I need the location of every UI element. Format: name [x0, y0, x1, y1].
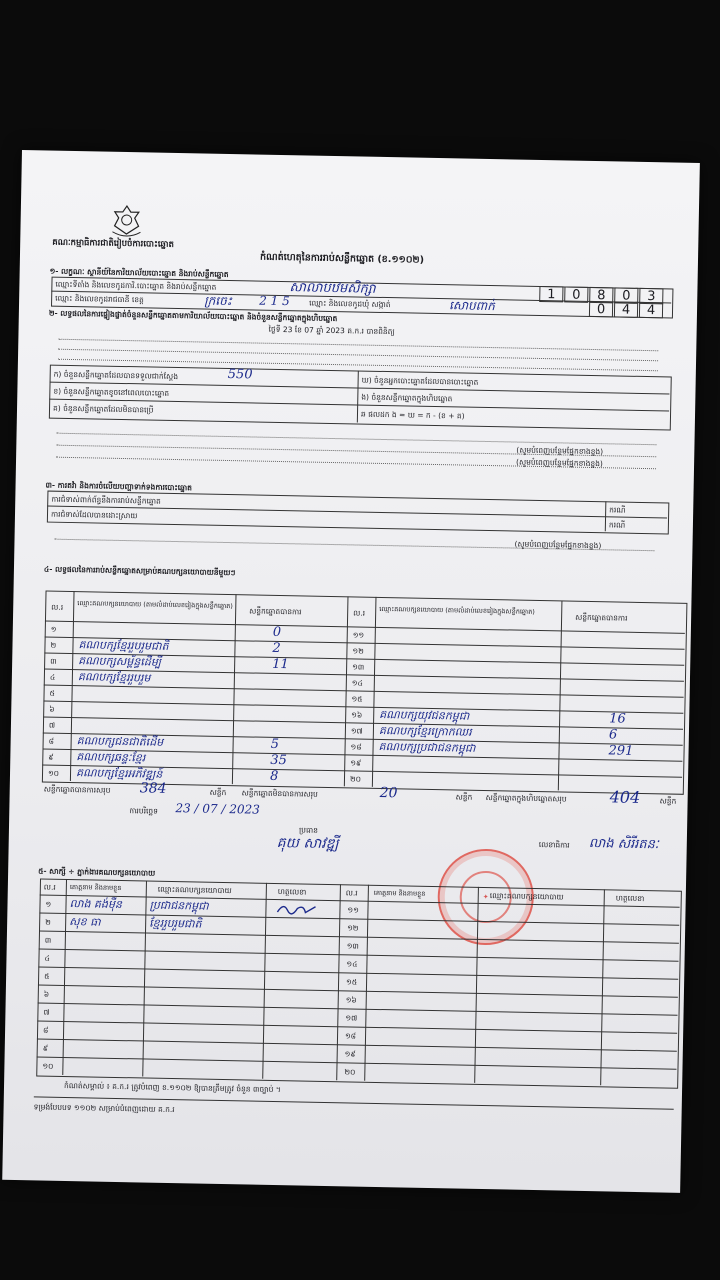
province-code: 2 1 5 — [259, 293, 290, 309]
commune-label: ឈ្មោះ និងលេខកូដឃុំ សង្កាត់ — [309, 298, 391, 310]
row-number: ១១ — [347, 905, 359, 915]
party-name: គណបក្សខ្មែរអភិវឌ្ឍន៍ — [75, 766, 163, 781]
row-number: ២ — [45, 917, 51, 927]
code-digit: 8 — [589, 287, 613, 303]
row-number: ៣ — [44, 935, 52, 945]
row-number: ២០ — [349, 774, 362, 784]
province-value: ក្រចេះ — [204, 293, 233, 309]
section5-heading: ៥- សាក្សី ÷ ភ្នាក់ងារគណបក្សនយោបាយ — [38, 866, 156, 878]
witness-name: លាង គង់ម៉ឺន — [69, 897, 123, 912]
province-label: ឈ្មោះ និងលេខកូដរាជធានី ខេត្ត — [55, 293, 144, 305]
row-number: ១៦ — [351, 710, 363, 720]
row-number: ១៣ — [346, 941, 359, 951]
party-votes: 11 — [272, 656, 289, 673]
total-invalid-label: សន្លឹកឆ្នោតមិនបានការសរុប — [241, 788, 318, 799]
unit: សន្លឹក — [455, 792, 473, 802]
date-label: ការបរិច្ឆេទ — [129, 806, 158, 816]
party-votes: 35 — [270, 752, 288, 769]
col-no: ល.រ — [43, 882, 56, 892]
col-party: ឈ្មោះគណបក្សនយោបាយ (តាមលំដាប់លេខរៀងក្នុងសន្លឹកឆ្នោត) — [77, 599, 233, 611]
row-number: ១៤ — [351, 678, 363, 688]
row-number: ៧ — [43, 1007, 50, 1017]
stamp-emblem-icon: ✦ — [459, 871, 512, 924]
row-number: ១៥ — [351, 694, 363, 704]
row-number: ៣ — [50, 656, 57, 666]
code-digit: 4 — [614, 301, 638, 317]
ballots-in-box-label: ង) ចំនួនសន្លឹកឆ្នោតក្នុងហិបឆ្នោត — [361, 392, 453, 404]
row-number: ១៦ — [345, 995, 357, 1005]
see-back-note: (សូមបំពេញបន្ថែមផ្នែកខាងខ្នង) — [516, 445, 604, 457]
voters-label: ឃ) ចំនួនអ្នកបោះឆ្នោតដែលបានបោះឆ្នោត — [361, 375, 479, 387]
row-number: ៥ — [44, 971, 50, 981]
total-invalid-value: 20 — [379, 784, 398, 802]
received-ballots-label: ក) ចំនួនសន្លឹកឆ្នោតដែលបានទទួលជាក់ស្តែង — [53, 369, 179, 382]
row-number: ១៧ — [345, 1013, 358, 1023]
row-number: ៥ — [49, 688, 55, 698]
see-back-note: (សូមបំពេញបន្ថែមផ្នែកខាងខ្នង) — [514, 539, 602, 551]
row-number: ៩ — [42, 1043, 49, 1053]
secretary-label: លេខាធិការ — [538, 840, 570, 850]
party-votes: 8 — [269, 768, 279, 785]
location-label: ឈ្មោះទីតាំង និងលេខកូដការិ.បោះឆ្នោត និងរាប់សន្លឹកឆ្នោត — [55, 279, 217, 292]
col-sign: ហត្ថលេខា — [277, 887, 307, 897]
code-digit: 3 — [639, 288, 663, 304]
row-number: ៧ — [48, 720, 56, 730]
form-reference: ទម្រង់បែបបទ ១១០២ សម្រាប់បំពេញដោយ គ.ក.រ — [33, 1102, 175, 1115]
row-number: ១០ — [47, 768, 60, 778]
witness-party: ខ្មែររួបរួមជាតិ — [149, 916, 202, 931]
party-votes: 291 — [608, 743, 634, 759]
row-number: ១២ — [347, 923, 359, 933]
party-name: គណបក្សខ្មែររួបរួមជាតិ — [78, 638, 169, 653]
see-back-note: (សូមបំពេញបន្ថែមផ្នែកខាងខ្នង) — [516, 457, 603, 469]
row-number: ១៨ — [350, 742, 362, 752]
unused-ballots-label: គ) ចំនួនសន្លឹកឆ្នោតដែលមិនបានប្រើ — [52, 403, 154, 415]
cases-label: ករណី — [609, 505, 626, 515]
chair-label: ប្រធាន — [298, 825, 318, 835]
footer-note: កំណត់សម្គាល់ ៖ គ.ក.រ ត្រូវបំពេញ ខ.១១០២ ឱ្យបានត្រឹមត្រូវ ចំនួន ៣ច្បាប់ ។ — [63, 1080, 281, 1095]
box-total-label: សន្លឹកឆ្នោតក្នុងហិបឆ្នោតសរុប — [485, 793, 567, 804]
secretary-signature: លាង សិរីរតនៈ — [588, 836, 659, 853]
section1-heading: ១- លក្ខណៈ ស្ថានីយ៍នៃការិយាល័យបោះឆ្នោត និងរាប់សន្លឹកឆ្នោត — [49, 266, 229, 279]
party-name: គណបក្សយុវជនកម្ពុជា — [379, 707, 470, 723]
col-name: គោត្តនាម និងនាមខ្លួន — [69, 883, 122, 893]
section3-heading: ៣- ការតវ៉ា និងការចំលើយបញ្ហាទាក់ទងការបោះឆ្នោត — [45, 480, 193, 493]
party-name: គណបក្សប្រជាជនកម្ពុជា — [378, 739, 476, 755]
code-digit: 1 — [539, 286, 563, 302]
party-name: គណបក្សជនជាតិដើម — [76, 734, 164, 749]
row-number: ១៩ — [344, 1049, 356, 1059]
party-votes: 2 — [272, 640, 281, 657]
col-no: ល.រ — [51, 602, 64, 612]
formula: ឆ ផលដក ង = ឃ = ក - (ខ + គ) — [360, 409, 465, 421]
col-no: ល.រ — [345, 888, 358, 898]
national-emblem-icon — [108, 204, 145, 239]
row-number: ១៥ — [346, 977, 358, 987]
box-total-value: 404 — [609, 787, 641, 807]
row-number: ២០ — [344, 1067, 356, 1077]
chair-signature: គុយ សាវឌ្ឍី — [276, 835, 339, 853]
row-number: ៤ — [44, 953, 50, 963]
code-digit: 4 — [639, 302, 663, 318]
received-ballots-value: 550 — [227, 366, 253, 383]
col-party: ឈ្មោះគណបក្សនយោបាយ — [157, 884, 232, 896]
col-party: ឈ្មោះគណបក្សនយោបាយ (តាមលំដាប់លេខរៀងក្នុងសន្លឹកឆ្នោត) — [379, 604, 535, 616]
party-name: គណបក្សខ្មែរក្រោកឈរ — [378, 723, 472, 739]
objection-label: ការជំទាស់ពាក់ព័ន្ធនឹងការរាប់សន្លឹកឆ្នោត — [51, 494, 161, 506]
section4-heading: ៤- លទ្ធផលនៃការរាប់សន្លឹកឆ្នោតសម្រាប់គណបក្សនយោបាយនីមួយៗ — [43, 564, 236, 578]
date-value: 23 / 07 / 2023 — [175, 801, 260, 817]
col-name: គោត្តនាម និងនាមខ្លួន — [373, 888, 426, 898]
form-title: កំណត់ហេតុនៃការរាប់សន្លឹកឆ្នោត (ខ.១១០២) — [259, 251, 425, 266]
row-number: ៦ — [43, 989, 50, 999]
row-number: ១៤ — [346, 959, 358, 969]
col-sign: ហត្ថលេខា — [615, 893, 645, 904]
witness-party: ប្រជាជនកម្ពុជា — [149, 898, 209, 913]
party-name: គណបក្សសម្ព័ន្ធដើម្បី — [78, 654, 162, 669]
commune-value: សោបពាក់ — [448, 298, 495, 314]
code-digit: 0 — [564, 286, 588, 302]
row-number: ៨ — [43, 1025, 49, 1035]
row-number: ១៧ — [350, 726, 363, 736]
party-votes: 5 — [270, 736, 280, 753]
unit: សន្លឹក — [659, 796, 677, 806]
col-votes: សន្លឹកឆ្នោតបានការ — [249, 606, 302, 617]
code-digit: 0 — [589, 301, 613, 317]
col-no: ល.រ — [353, 608, 366, 618]
col-party: ឈ្មោះគណបក្សនយោបាយ — [489, 891, 564, 902]
witness-signature-icon — [275, 900, 325, 917]
row-number: ១៣ — [352, 662, 365, 672]
code-digit: 0 — [614, 287, 638, 303]
row-number: ៨ — [48, 736, 55, 746]
row-number: ៤ — [49, 672, 56, 682]
count-date: ថ្ងៃទី 23 ខែ 07 ឆ្នាំ 2023 គ.ក.រ បានពិនិត្យ — [268, 324, 395, 337]
total-valid-label: សន្លឹកឆ្នោតបានការសរុប — [43, 784, 111, 795]
section2-heading: ២- លទ្ធផលនៃការផ្ទៀងផ្ទាត់ចំនួនសន្លឹកឆ្នោតតាមការិយាល័យបោះឆ្នោត និងចំនួនសន្លឹកឆ្នោតក្នុងហិបឆ្នោត — [48, 308, 338, 324]
row-number: ២ — [50, 640, 57, 650]
unit: សន្លឹក — [209, 787, 227, 798]
witness-name: សុខ ធា — [69, 915, 101, 929]
party-votes: 16 — [609, 711, 626, 727]
total-valid-value: 384 — [139, 780, 167, 797]
row-number: ១៩ — [350, 758, 362, 768]
form-sheet — [2, 150, 700, 1193]
row-number: ៦ — [49, 704, 55, 714]
location-value: សាលាបឋមសិក្សា — [289, 280, 376, 297]
row-number: ១ — [50, 624, 57, 634]
cases-label: ករណី — [608, 520, 626, 530]
spoiled-ballots-label: ខ) ចំនួនសន្លឹកឆ្នោតខូចនៅពេលបោះឆ្នោត — [53, 386, 170, 398]
col-votes: សន្លឹកឆ្នោតបានការ — [575, 612, 628, 623]
witness-table — [36, 878, 682, 1088]
row-number: ១៨ — [344, 1031, 357, 1041]
row-number: ១ — [45, 899, 52, 909]
party-votes: 6 — [608, 727, 618, 743]
party-name: គណបក្សឆន្ទៈខ្មែរ — [76, 750, 146, 765]
row-number: ១០ — [42, 1061, 54, 1071]
row-number: ៩ — [48, 752, 54, 762]
party-name: គណបក្សខ្មែររួបរួម — [77, 670, 151, 685]
row-number: ១១ — [352, 630, 365, 640]
org-name: គណៈកម្មាធិការជាតិរៀបចំការបោះឆ្នោត — [52, 237, 175, 250]
resolved-label: ការជំទាស់ដែលបានដោះស្រាយ — [50, 509, 138, 521]
row-number: ១២ — [352, 646, 364, 656]
party-votes: 0 — [272, 624, 282, 641]
